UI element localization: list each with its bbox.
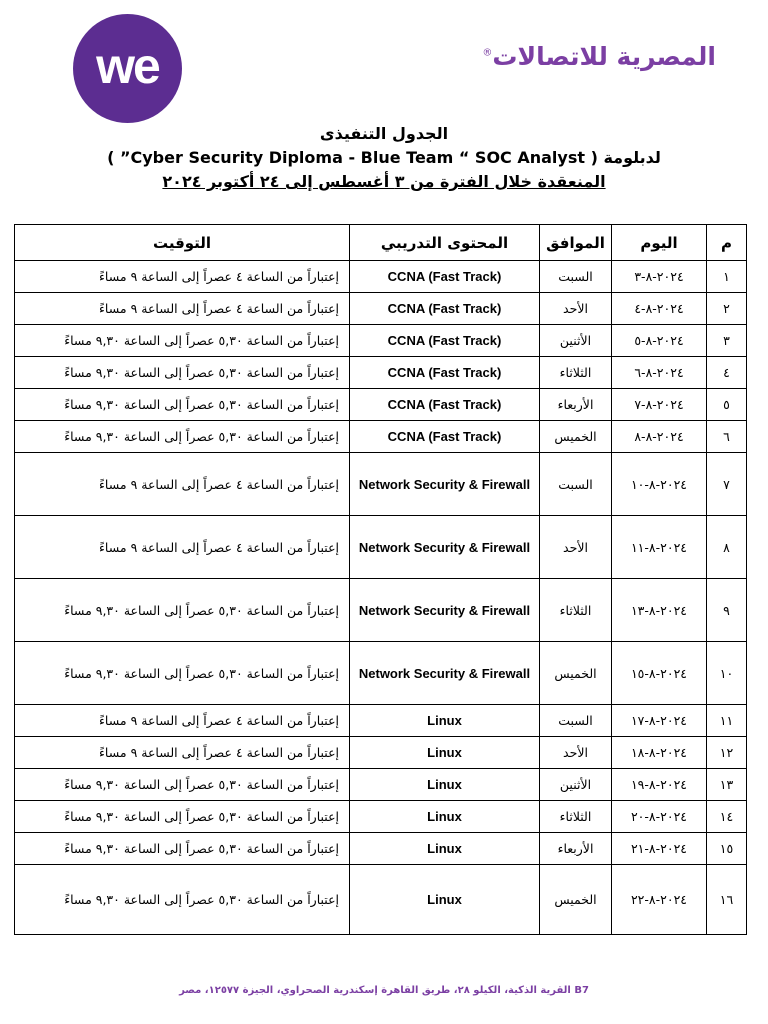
cell-weekday: الثلاثاء xyxy=(540,801,612,833)
cell-weekday: الخميس xyxy=(540,642,612,705)
cell-content: CCNA (Fast Track) xyxy=(350,357,540,389)
cell-number: ١٤ xyxy=(707,801,747,833)
table-row xyxy=(15,769,747,801)
table-row xyxy=(15,833,747,865)
cell-content: CCNA (Fast Track) xyxy=(350,421,540,453)
cell-weekday: الأربعاء xyxy=(540,389,612,421)
cell-date: ٢٠٢٤-٨-٢٢ xyxy=(612,865,707,935)
registered-mark: ® xyxy=(482,47,493,59)
cell-timing: إعتباراً من الساعة ٤ عصراً إلى الساعة ٩ مساءً xyxy=(15,737,350,769)
cell-content: CCNA (Fast Track) xyxy=(350,389,540,421)
cell-timing: إعتباراً من الساعة ٥,٣٠ عصراً إلى الساعة ٩,٣٠ مساءً xyxy=(15,325,350,357)
cell-content: CCNA (Fast Track) xyxy=(350,261,540,293)
table-row xyxy=(15,421,747,453)
cell-number: ١١ xyxy=(707,705,747,737)
cell-weekday: السبت xyxy=(540,261,612,293)
cell-date: ٢٠٢٤-٨-١٣ xyxy=(612,579,707,642)
table-row xyxy=(15,293,747,325)
cell-content: Linux xyxy=(350,737,540,769)
col-header-content: المحتوى التدريبي xyxy=(350,225,540,261)
table-header-row xyxy=(15,225,747,261)
cell-timing: إعتباراً من الساعة ٤ عصراً إلى الساعة ٩ مساءً xyxy=(15,516,350,579)
col-header-number: م xyxy=(707,225,747,261)
cell-weekday: الخميس xyxy=(540,865,612,935)
cell-date: ٢٠٢٤-٨-١٧ xyxy=(612,705,707,737)
table-row xyxy=(15,737,747,769)
cell-date: ٢٠٢٤-٨-١٥ xyxy=(612,642,707,705)
table-row xyxy=(15,642,747,705)
telecom-egypt-logo-text: المصرية للاتصالات xyxy=(492,42,716,71)
col-header-timing: التوقيت xyxy=(15,225,350,261)
cell-timing: إعتباراً من الساعة ٥,٣٠ عصراً إلى الساعة ٩,٣٠ مساءً xyxy=(15,357,350,389)
cell-timing: إعتباراً من الساعة ٥,٣٠ عصراً إلى الساعة ٩,٣٠ مساءً xyxy=(15,421,350,453)
cell-weekday: الثلاثاء xyxy=(540,357,612,389)
table-row xyxy=(15,579,747,642)
cell-number: ١٦ xyxy=(707,865,747,935)
we-logo xyxy=(73,14,182,123)
cell-weekday: السبت xyxy=(540,705,612,737)
cell-timing: إعتباراً من الساعة ٥,٣٠ عصراً إلى الساعة ٩,٣٠ مساءً xyxy=(15,865,350,935)
col-header-weekday: الموافق xyxy=(540,225,612,261)
cell-number: ٤ xyxy=(707,357,747,389)
cell-timing: إعتباراً من الساعة ٥,٣٠ عصراً إلى الساعة ٩,٣٠ مساءً xyxy=(15,389,350,421)
cell-date: ٢٠٢٤-٨-١٩ xyxy=(612,769,707,801)
table-row xyxy=(15,705,747,737)
cell-number: ١ xyxy=(707,261,747,293)
table-row xyxy=(15,357,747,389)
cell-date: ٢٠٢٤-٨-٥ xyxy=(612,325,707,357)
table-row xyxy=(15,325,747,357)
cell-date: ٢٠٢٤-٨-٢٠ xyxy=(612,801,707,833)
cell-date: ٢٠٢٤-٨-٣ xyxy=(612,261,707,293)
cell-timing: إعتباراً من الساعة ٤ عصراً إلى الساعة ٩ مساءً xyxy=(15,705,350,737)
cell-weekday: الأحد xyxy=(540,293,612,325)
table-row xyxy=(15,261,747,293)
cell-number: ٨ xyxy=(707,516,747,579)
cell-date: ٢٠٢٤-٨-١٨ xyxy=(612,737,707,769)
cell-number: ٩ xyxy=(707,579,747,642)
cell-content: CCNA (Fast Track) xyxy=(350,293,540,325)
cell-date: ٢٠٢٤-٨-٤ xyxy=(612,293,707,325)
cell-number: ١٥ xyxy=(707,833,747,865)
cell-timing: إعتباراً من الساعة ٥,٣٠ عصراً إلى الساعة ٩,٣٠ مساءً xyxy=(15,642,350,705)
cell-content: Linux xyxy=(350,865,540,935)
cell-number: ٦ xyxy=(707,421,747,453)
cell-weekday: الثلاثاء xyxy=(540,579,612,642)
cell-weekday: الأحد xyxy=(540,516,612,579)
cell-weekday: الأحد xyxy=(540,737,612,769)
cell-number: ٣ xyxy=(707,325,747,357)
cell-date: ٢٠٢٤-٨-٦ xyxy=(612,357,707,389)
table-row xyxy=(15,801,747,833)
cell-date: ٢٠٢٤-٨-١٠ xyxy=(612,453,707,516)
cell-timing: إعتباراً من الساعة ٥,٣٠ عصراً إلى الساعة ٩,٣٠ مساءً xyxy=(15,769,350,801)
cell-content: Linux xyxy=(350,801,540,833)
cell-weekday: الأثنين xyxy=(540,769,612,801)
cell-number: ١٠ xyxy=(707,642,747,705)
cell-timing: إعتباراً من الساعة ٥,٣٠ عصراً إلى الساعة ٩,٣٠ مساءً xyxy=(15,801,350,833)
table-row xyxy=(15,453,747,516)
cell-content: Network Security & Firewall xyxy=(350,516,540,579)
col-header-day: اليوم xyxy=(612,225,707,261)
schedule-table xyxy=(14,224,747,935)
cell-number: ٢ xyxy=(707,293,747,325)
cell-date: ٢٠٢٤-٨-١١ xyxy=(612,516,707,579)
cell-timing: إعتباراً من الساعة ٤ عصراً إلى الساعة ٩ مساءً xyxy=(15,293,350,325)
table-row xyxy=(15,865,747,935)
table-row xyxy=(15,516,747,579)
cell-weekday: الخميس xyxy=(540,421,612,453)
telecom-egypt-logo xyxy=(482,42,716,71)
cell-content: Network Security & Firewall xyxy=(350,453,540,516)
cell-timing: إعتباراً من الساعة ٥,٣٠ عصراً إلى الساعة ٩,٣٠ مساءً xyxy=(15,833,350,865)
cell-number: ١٢ xyxy=(707,737,747,769)
cell-weekday: الأربعاء xyxy=(540,833,612,865)
cell-weekday: الأثنين xyxy=(540,325,612,357)
table-row xyxy=(15,389,747,421)
footer-address: B7 القرية الذكية، الكيلو ٢٨، طريق القاهرة إسكندرية الصحراوي، الجيزة ١٢٥٧٧، مصر xyxy=(179,985,589,996)
cell-content: Network Security & Firewall xyxy=(350,579,540,642)
we-logo-text: we xyxy=(96,37,159,94)
cell-content: Linux xyxy=(350,833,540,865)
cell-number: ٧ xyxy=(707,453,747,516)
cell-content: Linux xyxy=(350,705,540,737)
document-title: الجدول التنفيذى xyxy=(319,124,449,143)
cell-timing: إعتباراً من الساعة ٤ عصراً إلى الساعة ٩ مساءً xyxy=(15,453,350,516)
cell-content: Linux xyxy=(350,769,540,801)
cell-date: ٢٠٢٤-٨-٨ xyxy=(612,421,707,453)
document-period: المنعقدة خلال الفترة من ٣ أغسطس إلى ٢٤ أكتوبر ٢٠٢٤ xyxy=(162,172,606,191)
cell-number: ٥ xyxy=(707,389,747,421)
cell-date: ٢٠٢٤-٨-٧ xyxy=(612,389,707,421)
cell-timing: إعتباراً من الساعة ٥,٣٠ عصراً إلى الساعة ٩,٣٠ مساءً xyxy=(15,579,350,642)
cell-content: CCNA (Fast Track) xyxy=(350,325,540,357)
cell-timing: إعتباراً من الساعة ٤ عصراً إلى الساعة ٩ مساءً xyxy=(15,261,350,293)
cell-weekday: السبت xyxy=(540,453,612,516)
cell-date: ٢٠٢٤-٨-٢١ xyxy=(612,833,707,865)
document-subtitle: لدبلومة ( Cyber Security Diploma - Blue Team “ SOC Analyst” ) xyxy=(107,148,661,167)
cell-content: Network Security & Firewall xyxy=(350,642,540,705)
cell-number: ١٣ xyxy=(707,769,747,801)
